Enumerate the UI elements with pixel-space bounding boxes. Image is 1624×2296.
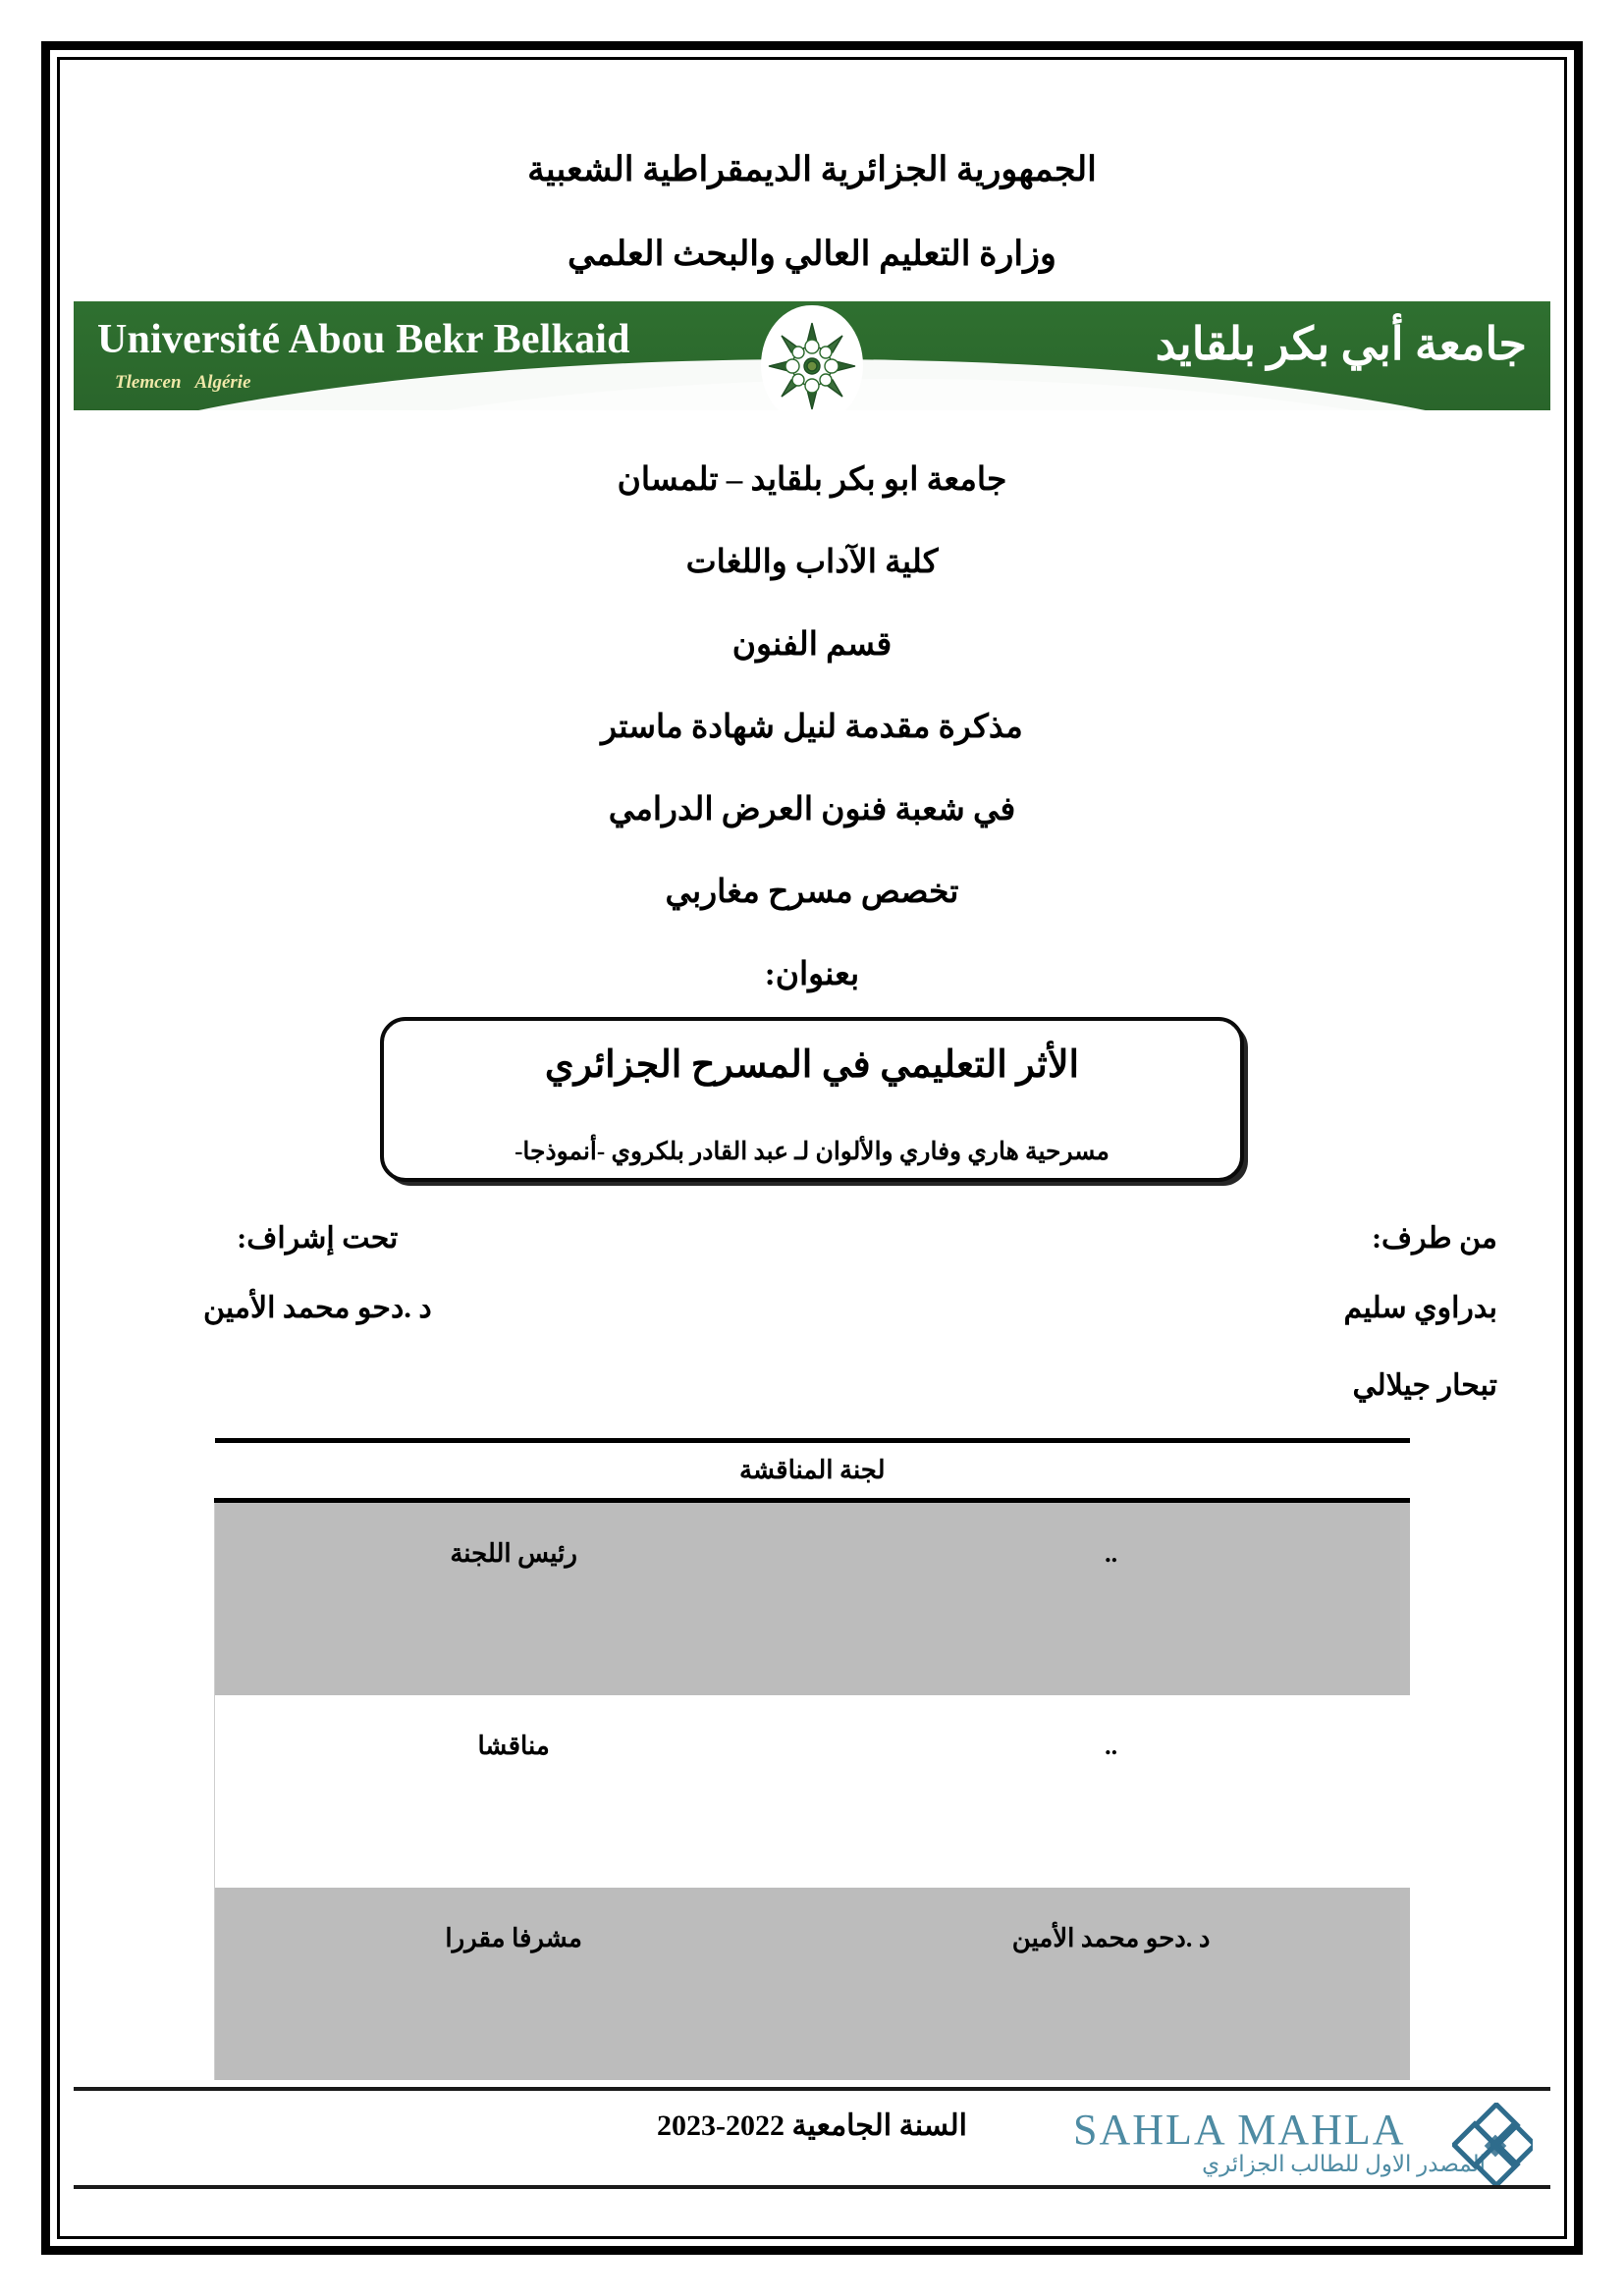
authors-column [1344, 1221, 1497, 1403]
author-name-1: بدراوي سليم [1343, 1292, 1497, 1324]
university-line: جامعة ابو بكر بلقايد – تلمسان [617, 462, 1007, 498]
jury-spacer-role-cell [215, 1797, 813, 1888]
banner-arabic-name: جامعة أبي بكر بلقايد [1155, 319, 1527, 369]
watermark-title: SAHLA MAHLA [1073, 2106, 1406, 2154]
title-intro-label: بعنوان: [764, 957, 860, 992]
speciality-line: تخصص مسرح مغاربي [665, 875, 959, 910]
table-row [215, 1888, 1411, 1990]
jury-member-name: د .دحو محمد الأمين [812, 1888, 1410, 1990]
footer-rule-bottom [74, 2185, 1550, 2189]
ministry-heading: وزارة التعليم العالي والبحث العلمي [568, 235, 1056, 273]
supervisor-name: د .دحو محمد الأمين [203, 1292, 432, 1324]
jury-table [214, 1438, 1410, 2080]
authors-label: من طرف: [1372, 1222, 1497, 1255]
banner-country: Algérie [194, 372, 251, 393]
jury-member-name: .. [812, 1501, 1410, 1606]
table-row [215, 1695, 1411, 1797]
supervisor-label: تحت إشراف: [237, 1222, 399, 1255]
academic-year: السنة الجامعية 2022-2023 [656, 2109, 968, 2142]
jury-spacer-role-cell [215, 1605, 813, 1695]
table-row-spacer [215, 1990, 1411, 2080]
compass-star-icon [768, 321, 856, 410]
branch-line: في شعبة فنون العرض الدرامي [608, 792, 1016, 828]
table-row-spacer [215, 1605, 1411, 1695]
page-content [74, 74, 1550, 2222]
department-line: قسم الفنون [731, 627, 893, 663]
authors-supervisor-section [74, 1221, 1550, 1403]
table-row-spacer [215, 1797, 1411, 1888]
jury-member-role: مناقشا [215, 1695, 813, 1797]
banner-city: Tlemcen [115, 372, 182, 393]
degree-line: مذكرة مقدمة لنيل شهادة ماستر [601, 710, 1023, 745]
faculty-line: كلية الآداب واللغات [685, 545, 939, 580]
jury-spacer-role-cell [215, 1990, 813, 2080]
sahla-mahla-watermark [1065, 2099, 1527, 2189]
jury-member-role: مشرفا مقررا [215, 1888, 813, 1990]
banner-french-name: Université Abou Bekr Belkaid [97, 317, 630, 362]
thesis-title: الأثر التعليمي في المسرح الجزائري [544, 1044, 1080, 1086]
footer-rule-top [74, 2087, 1550, 2091]
diamond-knot-logo-icon [1452, 2103, 1533, 2189]
jury-member-role: رئيس اللجنة [215, 1501, 813, 1606]
compass-star-logo-icon [759, 305, 865, 410]
university-banner [74, 301, 1550, 410]
republic-heading: الجمهورية الجزائرية الديمقراطية الشعبية [527, 150, 1097, 188]
jury-member-name: .. [812, 1695, 1410, 1797]
watermark-subtitle: المصدر الاول للطالب الجزائري [1202, 2152, 1486, 2176]
supervisor-column [203, 1221, 432, 1403]
table-row [215, 1501, 1411, 1606]
thesis-subtitle: مسرحية هاري وفاري والألوان لـ عبد القادر بلكروي -أنموذجا- [514, 1139, 1110, 1165]
jury-spacer-cell [812, 1797, 1410, 1888]
jury-caption-row [215, 1441, 1411, 1501]
jury-spacer-cell [812, 1605, 1410, 1695]
page-footer [74, 2087, 1550, 2195]
thesis-title-box [380, 1017, 1244, 1182]
banner-french-location [101, 372, 251, 394]
author-name-2: تبحار جيلالي [1352, 1369, 1497, 1402]
jury-caption: لجنة المناقشة [215, 1441, 1411, 1501]
jury-spacer-cell [812, 1990, 1410, 2080]
